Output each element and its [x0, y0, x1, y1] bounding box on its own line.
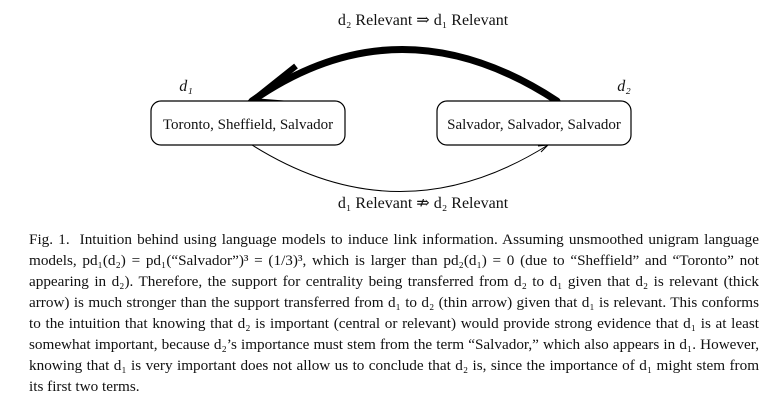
node-left-text: Toronto, Sheffield, Salvador: [162, 117, 334, 133]
node-right-text: Salvador, Salvador, Salvador: [447, 117, 621, 133]
figure-caption: [29, 229, 759, 397]
caption-line: Intuition behind using language models to induce link information. Assuming unsmoothed: [79, 231, 644, 248]
thick-arrow: [252, 50, 557, 102]
caption-line: since the importance of d₁ might stem from its first two terms.: [29, 357, 760, 395]
caption-line: (due to “Sheffield” and “Toronto” not appearing in d₂). Therefore, the support for centrality being: [29, 252, 760, 290]
caption-line: unigram language models, pd₁(d₂) = pd₁(“Salvador”)³ = (1/3)³, which is larger than pd₂(d₁) = 0: [29, 231, 759, 269]
caption-line: somewhat important, because d₂’s importance must stem from the term “Salvador,” which also: [29, 336, 609, 353]
thin-arrow: [252, 145, 548, 192]
node-left-name: d₁: [179, 78, 193, 95]
top-implication-label: d₂ Relevant ⇒ d₁ Relevant: [337, 12, 509, 29]
thick-arrow-head: [252, 66, 296, 104]
node-right-name: d₂: [617, 78, 631, 95]
figure-number: Fig. 1.: [29, 231, 70, 248]
caption-line: transferred from d₁ to d₂ (thin arrow) given that d₁ is relevant. This conforms to the intuition that: [29, 294, 760, 332]
bottom-implication-label: d₁ Relevant ⇏ d₂ Relevant: [337, 195, 509, 212]
caption-line: appears in d₁. However, knowing that d₁ is very important does not allow us to conclude that d₂ is,: [29, 336, 760, 374]
caption-line: knowing that d₂ is important (central or relevant) would provide strong evidence that d₁ is at least: [152, 315, 759, 332]
caption-line: transferred from d₂ to d₁ given that d₂ is relevant (thick arrow) is much stronger than the support: [29, 273, 760, 311]
